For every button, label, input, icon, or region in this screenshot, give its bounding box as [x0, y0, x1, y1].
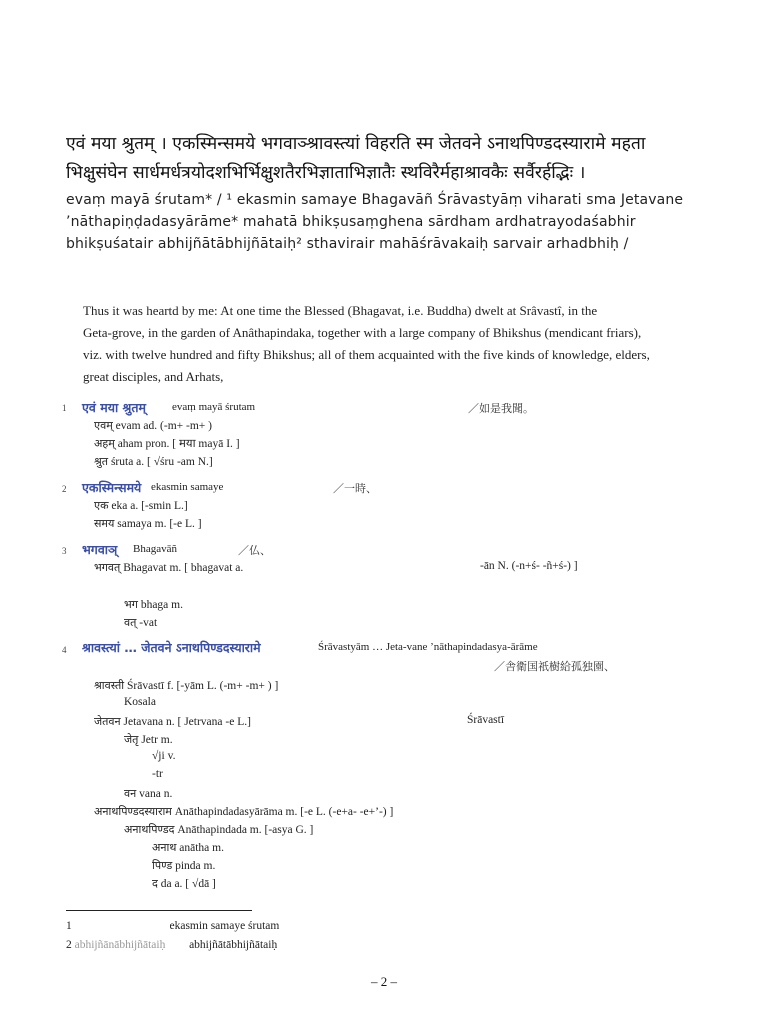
- entry-number: 4: [62, 645, 67, 655]
- translation-line-3: viz. with twelve hundred and fifty Bhikshus; all of them acquainted with the five kinds of knowledge, elders,: [83, 347, 650, 362]
- footnote-number: 2: [66, 939, 72, 951]
- footnote-number: 1: [66, 920, 72, 932]
- gloss-line: अहम् aham pron. [ मया mayā I. ]: [94, 437, 240, 450]
- entry-heading-translit: evaṃ mayā śrutam: [172, 401, 256, 413]
- sanskrit-translit-line-2: ’nāthapiṇḍadasyārāme* mahatā bhikṣusaṃghena sārdham ardhatrayodaśabhir: [66, 214, 636, 230]
- entry-number: 3: [62, 546, 67, 556]
- footnote-text: ekasmin samaye śrutam: [169, 920, 280, 932]
- page-number: – 2 –: [371, 974, 397, 989]
- footnote-2: [66, 939, 277, 951]
- entry-chinese-gloss: ／仏、: [238, 544, 271, 557]
- gloss-line: श्रावस्ती Śrāvastī f. [-yām L. (-m+ -m+ ) ]: [94, 679, 279, 692]
- gloss-line: वन vana n.: [124, 787, 173, 800]
- gloss-line: -ān N. (-n+ś- -ñ+ś-) ]: [480, 560, 578, 572]
- sanskrit-devanagari-line-2: भिक्षुसंघेन सार्धमर्धत्रयोदशभिर्भिक्षुशतैरभिज्ञाताभिज्ञातैः स्थविरैर्महाश्रावकैः सर्वैरर्हद्भिः ।: [66, 163, 586, 183]
- gloss-line: द da a. [ √dā ]: [152, 877, 216, 890]
- gloss-line: श्रुत śruta a. [ √śru -am N.]: [94, 455, 213, 468]
- gloss-line: भगवत् Bhagavat m. [ bhagavat a.: [94, 561, 244, 574]
- gloss-line: अनाथपिण्डद Anāthapindada m. [-asya G. ]: [124, 823, 314, 836]
- entry-heading-devanagari: भगवाञ्: [82, 542, 118, 557]
- entry-number: 1: [62, 403, 67, 413]
- gloss-line: Śrāvastī: [467, 714, 505, 726]
- entry-heading-devanagari: एकस्मिन्समये: [82, 480, 142, 495]
- gloss-line: अनाथपिण्डदस्याराम Anāthapindadasyārāma m. [-e L. (-e+a- -e+’-) ]: [94, 805, 394, 818]
- entry-heading-translit: Bhagavāñ: [133, 543, 177, 555]
- entry-heading-devanagari: एवं मया श्रुतम्: [82, 400, 146, 415]
- gloss-line: Kosala: [124, 696, 156, 708]
- sanskrit-translit-line-3: bhikṣuśatair abhijñātābhijñātaiḥ² sthavirair mahāśrāvakaiḥ sarvair arhadbhiḥ /: [66, 236, 629, 252]
- entry-heading-translit: ekasmin samaye: [151, 481, 224, 493]
- entry-chinese-gloss: ／一時、: [333, 482, 377, 495]
- entry-heading-devanagari: श्रावस्त्यां … जेतवने ऽनाथपिण्डदस्यारामे: [82, 640, 261, 655]
- footnote-divider: [66, 910, 252, 911]
- entry-chinese-gloss: ／如是我聞。: [468, 402, 534, 415]
- translation-line-4: great disciples, and Arhats,: [83, 369, 224, 384]
- footnote-1: [66, 920, 279, 932]
- gloss-line: जेतृ Jetr m.: [124, 733, 173, 746]
- footnote-grey-text: abhijñānābhijñātaiḥ: [74, 939, 166, 951]
- translation-line-1: Thus it was heartd by me: At one time the Blessed (Bhagavat, i.e. Buddha) dwelt at Srâvastî, in the: [83, 303, 598, 318]
- gloss-line: समय samaya m. [-e L. ]: [94, 517, 202, 530]
- gloss-line: अनाथ anātha m.: [152, 841, 224, 854]
- translation-line-2: Geta-grove, in the garden of Anâthapindaka, together with a large company of Bhikshus (mendicant friars),: [83, 325, 642, 340]
- gloss-line: जेतवन Jetavana n. [ Jetrvana -e L.]: [94, 715, 251, 728]
- footnote-text: abhijñātābhijñātaiḥ: [189, 939, 278, 951]
- gloss-line: एक eka a. [-smin L.]: [94, 499, 188, 512]
- gloss-line: एवम् evam ad. (-m+ -m+ ): [94, 419, 212, 432]
- entry-heading-translit: Śrāvastyām … Jeta-vane ’nāthapindadasya-ārāme: [318, 641, 538, 653]
- entry-chinese-gloss: ／舎衛国祇樹給孤独園、: [494, 660, 615, 673]
- sanskrit-translit-line-1: evaṃ mayā śrutam* / ¹ ekasmin samaye Bhagavāñ Śrāvastyāṃ viharati sma Jetavane: [66, 192, 684, 208]
- entry-number: 2: [62, 484, 67, 494]
- sanskrit-devanagari-line-1: एवं मया श्रुतम् । एकस्मिन्समये भगवाञ्श्रावस्त्यां विहरति स्म जेतवने ऽनाथपिण्डदस्यारामे महता: [66, 134, 646, 154]
- gloss-line: √ji v.: [152, 750, 176, 762]
- gloss-line: वत् -vat: [124, 616, 158, 629]
- gloss-line: -tr: [152, 768, 163, 780]
- gloss-line: पिण्ड pinda m.: [152, 859, 216, 872]
- gloss-line: भग bhaga m.: [124, 598, 183, 611]
